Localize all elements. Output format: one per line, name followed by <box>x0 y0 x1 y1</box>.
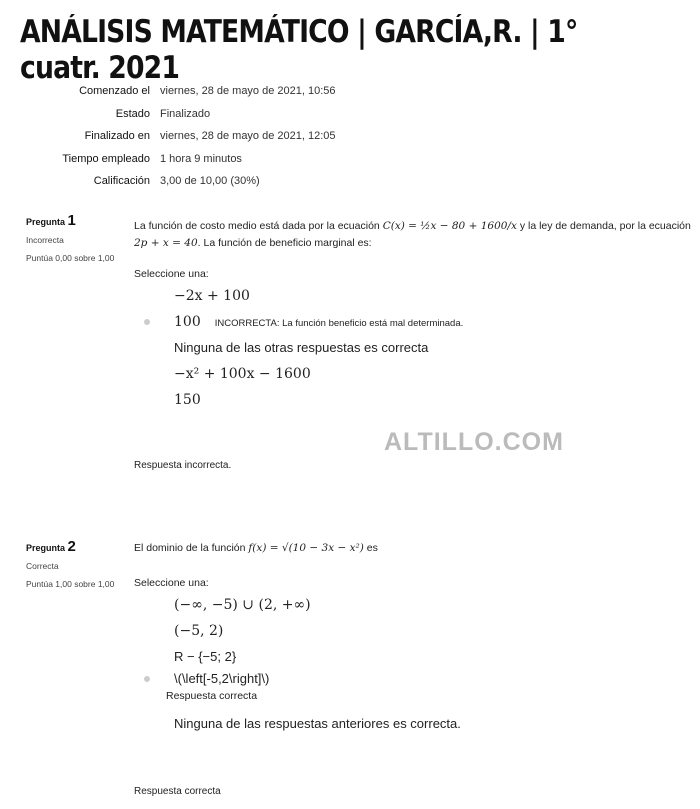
answer-option-selected[interactable]: \(\left[-5,2\right]\) <box>134 670 694 688</box>
answer-option[interactable]: −x² + 100x − 1600 <box>174 366 311 382</box>
answer-option[interactable]: (−5, 2) <box>174 623 224 639</box>
answer-option[interactable]: (−∞, −5) ∪ (2, +∞) <box>174 597 311 613</box>
radio-button[interactable] <box>144 676 150 682</box>
question-feedback: Respuesta incorrecta. <box>134 460 232 471</box>
answer-option-selected[interactable]: 100 INCORRECTA: La función beneficio está mal determinada. <box>134 309 694 335</box>
attempt-summary <box>0 80 336 193</box>
answer-option[interactable]: R − {−5; 2} <box>174 649 237 664</box>
summary-value: viernes, 28 de mayo de 2021, 10:56 <box>160 85 336 98</box>
summary-label: Estado <box>115 107 150 120</box>
question-state: Incorrecta <box>26 235 64 245</box>
summary-label: Comenzado el <box>79 85 150 98</box>
question-number: 1 <box>67 212 76 229</box>
question-info <box>26 212 126 267</box>
option-feedback: INCORRECTA: La función beneficio está mal determinada. <box>214 318 464 329</box>
answer-option[interactable]: 150 <box>174 392 201 408</box>
answer-option[interactable]: −2x + 100 <box>174 288 250 304</box>
question-info <box>26 538 126 593</box>
summary-label: Calificación <box>93 175 150 188</box>
answer-option[interactable]: Ninguna de las otras respuestas es correcta <box>174 340 429 355</box>
question-body <box>134 538 694 800</box>
summary-value: 3,00 de 10,00 (30%) <box>160 175 260 188</box>
question-score: Puntúa 0,00 sobre 1,00 <box>26 253 115 263</box>
question-feedback: Respuesta correcta <box>134 786 221 797</box>
watermark: ALTILLO.COM <box>384 428 564 456</box>
summary-label: Tiempo empleado <box>62 152 150 165</box>
question-text: La función de costo medio está dada por la ecuación C(x) = ½x − 80 + 1600/x y la ley de demanda, por la ecuación 2p + x = 40. La función de beneficio marginal es: <box>134 220 691 249</box>
question-label: Pregunta <box>26 543 66 553</box>
question-label: Pregunta <box>26 217 66 227</box>
summary-value: viernes, 28 de mayo de 2021, 12:05 <box>160 130 336 143</box>
option-feedback: Respuesta correcta <box>166 690 258 702</box>
summary-value: 1 hora 9 minutos <box>160 152 242 165</box>
question-number: 2 <box>67 538 76 555</box>
page-title: ANÁLISIS MATEMÁTICO | GARCÍA,R. | 1° cuatr. 2021 <box>20 14 578 86</box>
radio-button[interactable] <box>144 319 150 325</box>
select-prompt: Seleccione una: <box>134 577 209 589</box>
question-state: Correcta <box>26 561 59 571</box>
summary-value: Finalizado <box>160 107 211 120</box>
question-2 <box>26 538 461 797</box>
select-prompt: Seleccione una: <box>134 268 209 280</box>
answer-option[interactable]: Ninguna de las respuestas anteriores es correcta. <box>174 716 461 731</box>
question-text: El dominio de la función f(x) = √(10 − 3x − x²) es <box>134 542 378 554</box>
summary-label: Finalizado en <box>84 130 150 143</box>
question-score: Puntúa 1,00 sobre 1,00 <box>26 579 115 589</box>
